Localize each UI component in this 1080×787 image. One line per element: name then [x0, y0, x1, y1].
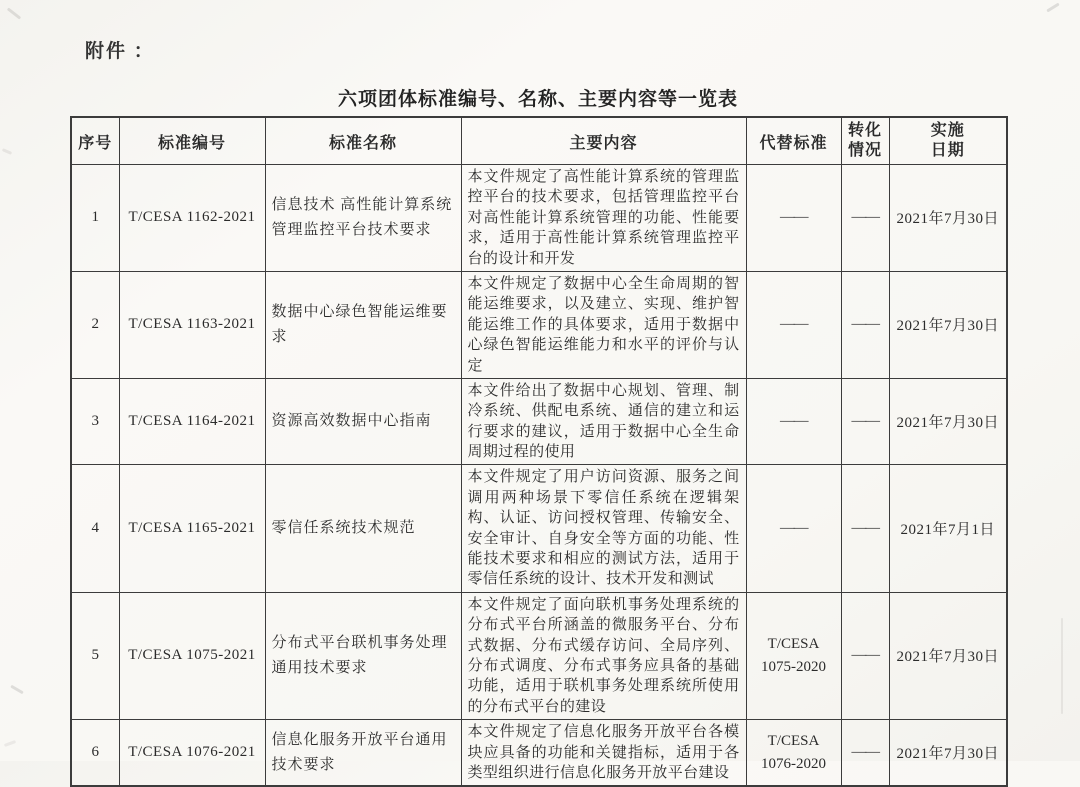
cell-content: 本文件规定了数据中心全生命周期的智能运维要求，以及建立、实现、维护智能运维工作的具体要求，适用于数据中心绿色智能运维能力和水平的评价与认定 — [461, 271, 746, 378]
header-content: 主要内容 — [461, 117, 746, 165]
cell-date: 2021年7月1日 — [889, 465, 1007, 592]
cell-date: 2021年7月30日 — [889, 592, 1007, 719]
cell-conversion: —— — [841, 271, 889, 378]
table-row — [71, 165, 1007, 272]
table-row — [71, 378, 1007, 465]
scan-artifact — [4, 740, 16, 747]
cell-seq: 5 — [71, 592, 119, 719]
cell-conversion: —— — [841, 165, 889, 272]
table-row — [71, 720, 1007, 787]
table-row — [71, 271, 1007, 378]
cell-date: 2021年7月30日 — [889, 378, 1007, 465]
cell-seq: 4 — [71, 465, 119, 592]
cell-seq: 2 — [71, 271, 119, 378]
cell-code: T/CESA 1164-2021 — [119, 378, 265, 465]
table-row — [71, 465, 1007, 592]
cell-content: 本文件规定了面向联机事务处理系统的分布式平台所涵盖的微服务平台、分布式数据、分布式缓存访问、全局序列、分布式调度、分布式事务应具备的基础功能，适用于联机事务处理系统所使用的分布式平台的建设 — [461, 592, 746, 719]
scan-artifact — [10, 685, 24, 695]
cell-name: 零信任系统技术规范 — [265, 465, 461, 592]
cell-conversion: —— — [841, 465, 889, 592]
cell-content: 本文件规定了信息化服务开放平台各模块应具备的功能和关键指标，适用于各类型组织进行信息化服务开放平台建设 — [461, 720, 746, 787]
cell-replaces: —— — [746, 378, 841, 465]
standards-table — [70, 116, 1008, 787]
scan-artifact — [1061, 618, 1063, 714]
scan-artifact — [7, 7, 21, 19]
cell-name: 信息技术 高性能计算系统管理监控平台技术要求 — [265, 165, 461, 272]
header-name: 标准名称 — [265, 117, 461, 165]
cell-seq: 6 — [71, 720, 119, 787]
cell-date: 2021年7月30日 — [889, 720, 1007, 787]
cell-name: 资源高效数据中心指南 — [265, 378, 461, 465]
cell-content: 本文件给出了数据中心规划、管理、制冷系统、供配电系统、通信的建立和运行要求的建议，适用于数据中心全生命周期过程的使用 — [461, 378, 746, 465]
cell-replaces: T/CESA 1075-2020 — [746, 592, 841, 719]
cell-seq: 1 — [71, 165, 119, 272]
page-title: 六项团体标准编号、名称、主要内容等一览表 — [337, 89, 738, 110]
cell-seq: 3 — [71, 378, 119, 465]
cell-conversion: —— — [841, 720, 889, 787]
cell-replaces: —— — [746, 465, 841, 592]
header-code: 标准编号 — [119, 117, 265, 165]
cell-date: 2021年7月30日 — [889, 165, 1007, 272]
cell-conversion: —— — [841, 592, 889, 719]
cell-replaces: —— — [746, 165, 841, 272]
cell-name: 信息化服务开放平台通用技术要求 — [265, 720, 461, 787]
header-seq: 序号 — [71, 117, 119, 165]
header-conversion: 转化 情况 — [841, 117, 889, 165]
cell-code: T/CESA 1075-2021 — [119, 592, 265, 719]
cell-name: 数据中心绿色智能运维要求 — [265, 271, 461, 378]
header-replaces: 代替标准 — [746, 117, 841, 165]
scan-artifact — [1046, 3, 1059, 13]
cell-code: T/CESA 1165-2021 — [119, 465, 265, 592]
cell-name: 分布式平台联机事务处理通用技术要求 — [265, 592, 461, 719]
attachment-label: 附件 ： — [85, 41, 155, 62]
header-date: 实施 日期 — [889, 117, 1007, 165]
table-header-row — [71, 117, 1007, 165]
cell-date: 2021年7月30日 — [889, 271, 1007, 378]
cell-replaces: T/CESA 1076-2020 — [746, 720, 841, 787]
cell-code: T/CESA 1076-2021 — [119, 720, 265, 787]
cell-replaces: —— — [746, 271, 841, 378]
cell-content: 本文件规定了用户访问资源、服务之间调用两种场景下零信任系统在逻辑架构、认证、访问授权管理、传输安全、安全审计、自身安全等方面的功能、性能技术要求和相应的测试方法，适用于零信任系统的设计、技术开发和测试 — [461, 465, 746, 592]
cell-conversion: —— — [841, 378, 889, 465]
cell-content: 本文件规定了高性能计算系统的管理监控平台的技术要求，包括管理监控平台对高性能计算系统管理的功能、性能要求，适用于高性能计算系统管理监控平台的设计和开发 — [461, 165, 746, 272]
cell-code: T/CESA 1163-2021 — [119, 271, 265, 378]
table-row — [71, 592, 1007, 719]
cell-code: T/CESA 1162-2021 — [119, 165, 265, 272]
scan-artifact — [2, 148, 12, 155]
